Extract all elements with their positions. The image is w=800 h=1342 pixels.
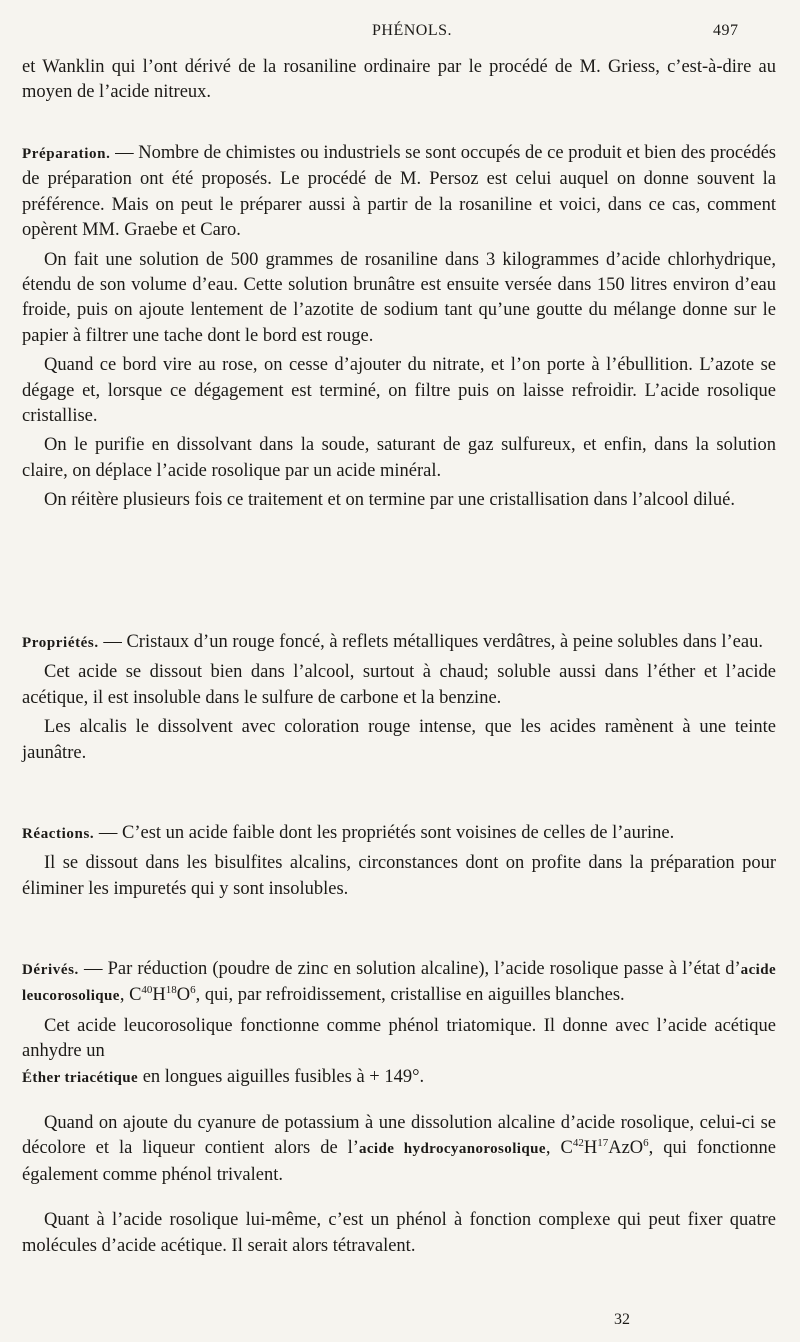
- signature-mark: 32: [614, 1311, 630, 1328]
- proprietes-text-1: — Cristaux d’un rouge foncé, à reflets métalliques verdâtres, à peine solubles dans l’eau.: [103, 632, 763, 652]
- derives-text-1a: — Par réduction (poudre de zinc en solution alcaline), l’acide rosolique passe à l’état d’: [84, 959, 741, 979]
- derives-text-4b: , qui fonctionne également comme phénol trivalent.: [22, 1138, 776, 1185]
- formula-sup: 18: [165, 984, 177, 997]
- formula-sup: 17: [597, 1137, 609, 1150]
- derives-paragraph-3: [22, 1065, 776, 1091]
- hydrocyanorosolique-term: acide hydrocyanorosolique: [358, 1141, 546, 1158]
- proprietes-paragraph-1: [22, 630, 776, 656]
- page-header: [0, 22, 800, 46]
- section-proprietes: [22, 630, 776, 766]
- page-number: 497: [713, 22, 739, 39]
- formula-sup: 42: [572, 1137, 584, 1150]
- formula-sup: 6: [190, 984, 196, 997]
- formula-part: O: [176, 985, 191, 1006]
- reactions-paragraph-2: Il se dissout dans les bisulfites alcalins, circonstances dont on profite dans la préparation pour éliminer les impuretés qui y sont insolubles.: [22, 853, 776, 899]
- preparation-paragraph-2: On fait une solution de 500 grammes de rosaniline dans 3 kilogrammes d’acide chlorhydrique, étendu de son volume d’eau. Cette solution brunâtre est ensuite versée dans 150 litres environ d’eau froide, puis on ajoute lentement de l’azotite de sodium tant qu’une goutte du mélange donne sur le papier à filtrer une tache dont le bord est rouge.: [22, 249, 776, 346]
- reactions-paragraph-1: [22, 821, 776, 847]
- intro-paragraph: et Wanklin qui l’ont dérivé de la rosaniline ordinaire par le procédé de M. Griess, c’est-à-dire au moyen de l’acide nitreux.: [22, 57, 776, 103]
- formula-part: , C: [545, 1138, 573, 1159]
- derives-paragraph-1: [22, 957, 776, 1010]
- section-reactions: [22, 821, 776, 902]
- formula-part: H: [583, 1138, 598, 1159]
- derives-text-4a: Quand on ajoute du cyanure de potassium à une dissolution alcaline d’acide rosolique, celui-ci se décolore et la liqueur contient alors de l’: [22, 1113, 776, 1159]
- preparation-paragraph-5: On réitère plusieurs fois ce traitement et on termine par une cristallisation dans l’alcool dilué.: [44, 490, 735, 511]
- section-derives: [22, 957, 776, 1259]
- preparation-paragraph-4: On le purifie en dissolvant dans la soude, saturant de gaz sulfureux, et enfin, dans la solution claire, on déplace l’acide rosolique par un acide minéral.: [22, 435, 776, 481]
- derives-heading: Dérivés.: [22, 962, 79, 978]
- intro-block: [22, 55, 776, 106]
- reactions-heading: Réactions.: [22, 826, 95, 842]
- formula-sup: 6: [643, 1137, 649, 1150]
- formula-part: , C: [119, 985, 142, 1006]
- section-preparation: [22, 141, 776, 514]
- formula-part: AzO: [608, 1138, 644, 1159]
- preparation-paragraph-1: [22, 141, 776, 244]
- derives-paragraph-5: Quant à l’acide rosolique lui-même, c’est un phénol à fonction complexe qui peut fixer quatre molécules d’acide acétique. Il serait alors tétravalent.: [22, 1210, 776, 1256]
- proprietes-heading: Propriétés.: [22, 635, 99, 651]
- derives-paragraph-2: Cet acide leucorosolique fonctionne comme phénol triatomique. Il donne avec l’acide acétique anhydre un: [22, 1015, 776, 1062]
- leucorosolique-term: acide leucorosolique: [22, 962, 776, 1005]
- proprietes-paragraph-2: Cet acide se dissout bien dans l’alcool, surtout à chaud; soluble aussi dans l’éther et l’acide acétique, il est insoluble dans le sulfure de carbone et la benzine.: [22, 662, 776, 708]
- proprietes-paragraph-3: Les alcalis le dissolvent avec coloration rouge intense, que les acides ramènent à une teinte jaunâtre.: [22, 717, 776, 763]
- preparation-paragraph-3: Quand ce bord vire au rose, on cesse d’ajouter du nitrate, et l’on porte à l’ébullition. L’azote se dégage et, lorsque ce dégagement est terminé, on filtre puis on laisse refroidir. L’acide rosolique cristallise.: [22, 355, 776, 427]
- running-title: PHÉNOLS.: [372, 22, 453, 39]
- formula-part: H: [152, 985, 166, 1006]
- reactions-text-1: — C’est un acide faible dont les propriétés sont voisines de celles de l’aurine.: [98, 823, 675, 843]
- preparation-heading: Préparation.: [22, 146, 111, 162]
- preparation-text-1: — Nombre de chimistes ou industriels se sont occupés de ce produit et bien des procédés de préparation ont été proposés. Le procédé de M. Persoz est celui auquel on donne souvent la préférence. Mais on peut le préparer aussi à partir de la rosaniline et voici, dans ce cas, comment opèrent MM. Graebe et Caro.: [22, 143, 776, 241]
- derives-paragraph-4: [22, 1111, 776, 1188]
- derives-text-3: en longues aiguilles fusibles à + 149°.: [138, 1066, 425, 1087]
- formula-sup: 40: [141, 984, 153, 997]
- derives-text-1b: , qui, par refroidissement, cristallise en aiguilles blanches.: [195, 985, 625, 1006]
- ether-triacetique-term: Éther triacétique: [22, 1069, 139, 1086]
